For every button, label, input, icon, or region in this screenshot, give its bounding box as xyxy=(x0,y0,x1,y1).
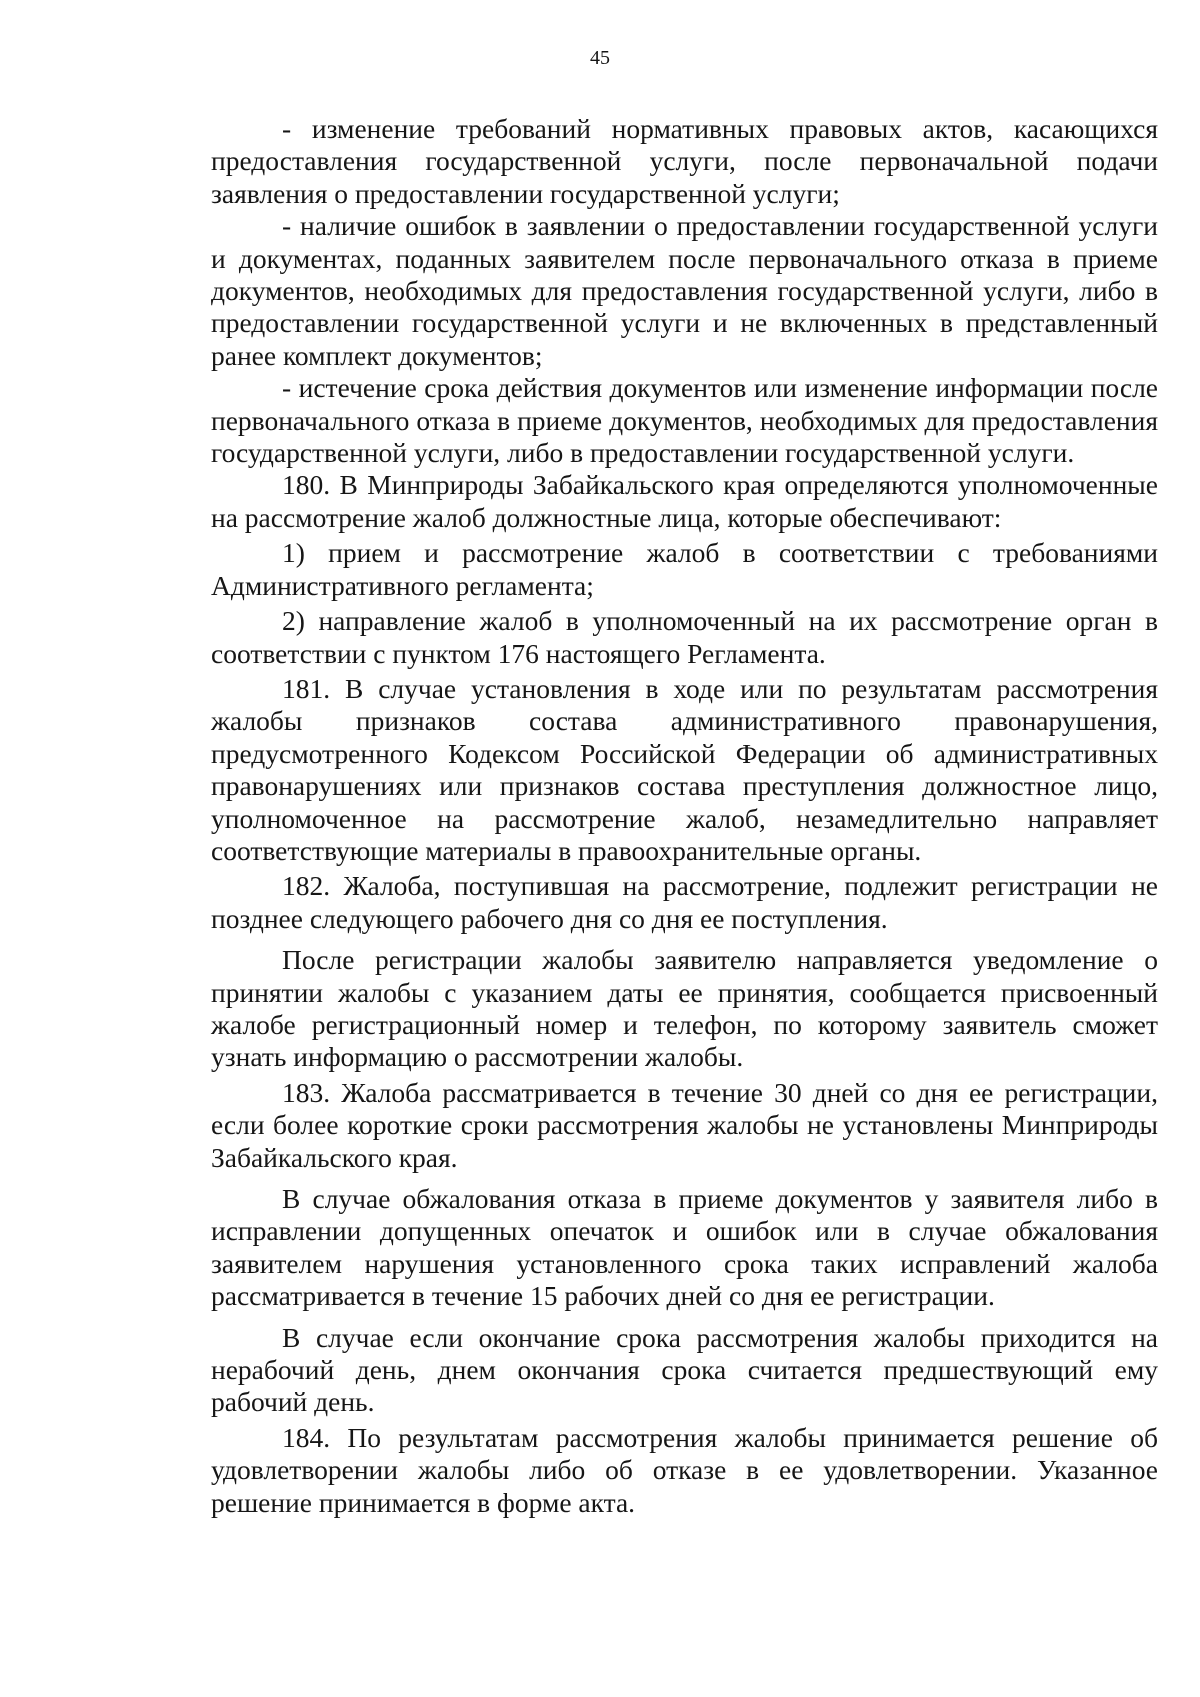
paragraph-application-errors: - наличие ошибок в заявлении о предоставлении государственной услуги и документах, поданных заявителем после первоначального отказа в приеме документов, необходимых для предоставления государственной услуги, либо в предоставлении государственной услуги и не включенных в представленный ранее комплект документов; xyxy=(211,210,1158,371)
paragraph-clause-180-item-2: 2) направление жалоб в уполномоченный на их рассмотрение орган в соответствии с пунктом 176 настоящего Регламента. xyxy=(211,605,1158,669)
paragraph-clause-181: 181. В случае установления в ходе или по результатам рассмотрения жалобы признаков состава административного правонарушения, предусмотренного Кодексом Российской Федерации об административных правонарушениях или признаков состава преступления должностное лицо, уполномоченное на рассмотрение жалоб, незамедлительно направляет соответствующие материалы в правоохранительные органы. xyxy=(211,672,1158,866)
paragraph-clause-180: 180. В Минприроды Забайкальского края определяются уполномоченные на рассмотрение жалоб должностные лица, которые обеспечивают: xyxy=(211,469,1158,533)
paragraph-requirements-change: - изменение требований нормативных правовых актов, касающихся предоставления государственной услуги, после первоначальной подачи заявления о предоставлении государственной услуги; xyxy=(211,113,1158,209)
paragraph-clause-180-item-1: 1) прием и рассмотрение жалоб в соответствии с требованиями Административного регламента; xyxy=(211,537,1158,601)
paragraph-clause-184: 184. По результатам рассмотрения жалобы принимается решение об удовлетворении жалобы либо об отказе в ее удовлетворении. Указанное решение принимается в форме акта. xyxy=(211,1421,1158,1518)
document-body xyxy=(211,113,1158,1519)
paragraph-non-working-day: В случае если окончание срока рассмотрения жалобы приходится на нерабочий день, днем окончания срока считается предшествующий ему рабочий день. xyxy=(211,1321,1158,1418)
paragraph-registration-notice: После регистрации жалобы заявителю направляется уведомление о принятии жалобы с указанием даты ее принятия, сообщается присвоенный жалобе регистрационный номер и телефон, по которому заявитель сможет узнать информацию о рассмотрении жалобы. xyxy=(211,944,1158,1073)
page-number: 45 xyxy=(590,47,610,69)
paragraph-refusal-appeal: В случае обжалования отказа в приеме документов у заявителя либо в исправлении допущенных опечаток и ошибок или в случае обжалования заявителем нарушения установленного срока таких исправлений жалоба рассматривается в течение 15 рабочих дней со дня ее регистрации. xyxy=(211,1183,1158,1312)
paragraph-clause-182: 182. Жалоба, поступившая на рассмотрение, подлежит регистрации не позднее следующего рабочего дня со дня ее поступления. xyxy=(211,870,1158,934)
paragraph-clause-183: 183. Жалоба рассматривается в течение 30 дней со дня ее регистрации, если более короткие сроки рассмотрения жалобы не установлены Минприроды Забайкальского края. xyxy=(211,1076,1158,1173)
paragraph-document-expiry: - истечение срока действия документов или изменение информации после первоначального отказа в приеме документов, необходимых для предоставления государственной услуги, либо в предоставлении государственной услуги. xyxy=(211,372,1158,469)
